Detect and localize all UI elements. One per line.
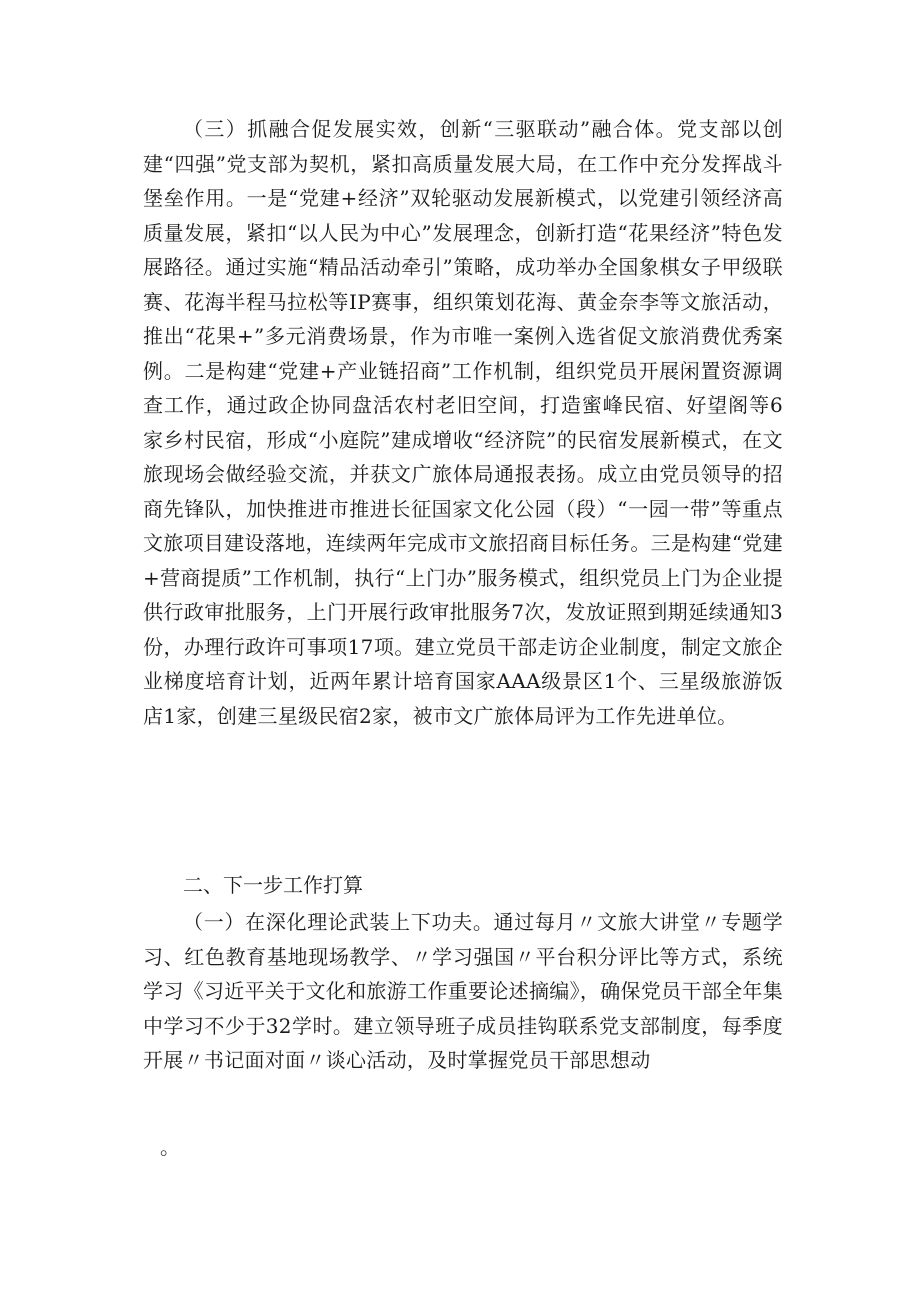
trailing-punctuation: 。	[160, 1135, 180, 1159]
section-heading-next-steps: 二、下一步工作打算	[183, 873, 363, 897]
paragraph-theory-study: （一）在深化理论武装上下功夫。通过每月〃文旅大讲堂〃专题学习、红色教育基地现场教学、〃学习强国〃平台积分评比等方式，系统学习《习近平关于文化和旅游工作重要论述摘编》，确保党员干部全年集中学习不少于32学时。建立领导班子成员挂钩联系党支部制度，每季度开展〃书记面对面〃谈心活动，及时掌握党员干部思想动	[143, 910, 783, 1072]
paragraph-integration-development: （三）抓融合促发展实效，创新“三驱联动”融合体。党支部以创建“四强”党支部为契机，紧扣高质量发展大局，在工作中充分发挥战斗堡垒作用。一是“党建+经济”双轮驱动发展新模式，以党建引领经济高质量发展，紧扣“以人民为中心”发展理念，创新打造“花果经济”特色发展路径。通过实施“精品活动牵引”策略，成功举办全国象棋女子甲级联赛、花海半程马拉松等IP赛事，组织策划花海、黄金奈李等文旅活动，推出“花果+”多元消费场景，作为市唯一案例入选省促文旅消费优秀案例。二是构建“党建+产业链招商”工作机制，组织党员开展闲置资源调查工作，通过政企协同盘活农村老旧空间，打造蜜峰民宿、好望阁等6家乡村民宿，形成“小庭院”建成增收“经济院”的民宿发展新模式，在文旅现场会做经验交流，并获文广旅体局通报表扬。成立由党员领导的招商先锋队，加快推进市推进长征国家文化公园（段）“一园一带”等重点文旅项目建设落地，连续两年完成市文旅招商目标任务。三是构建“党建+营商提质”工作机制，执行“上门办”服务模式，组织党员上门为企业提供行政审批服务，上门开展行政审批服务7次，发放证照到期延续通知3份，办理行政许可事项17项。建立党员干部走访企业制度，制定文旅企业梯度培育计划，近两年累计培育国家AAA级景区1个、三星级旅游饭店1家，创建三星级民宿2家，被市文广旅体局评为工作先进单位。	[143, 117, 783, 728]
